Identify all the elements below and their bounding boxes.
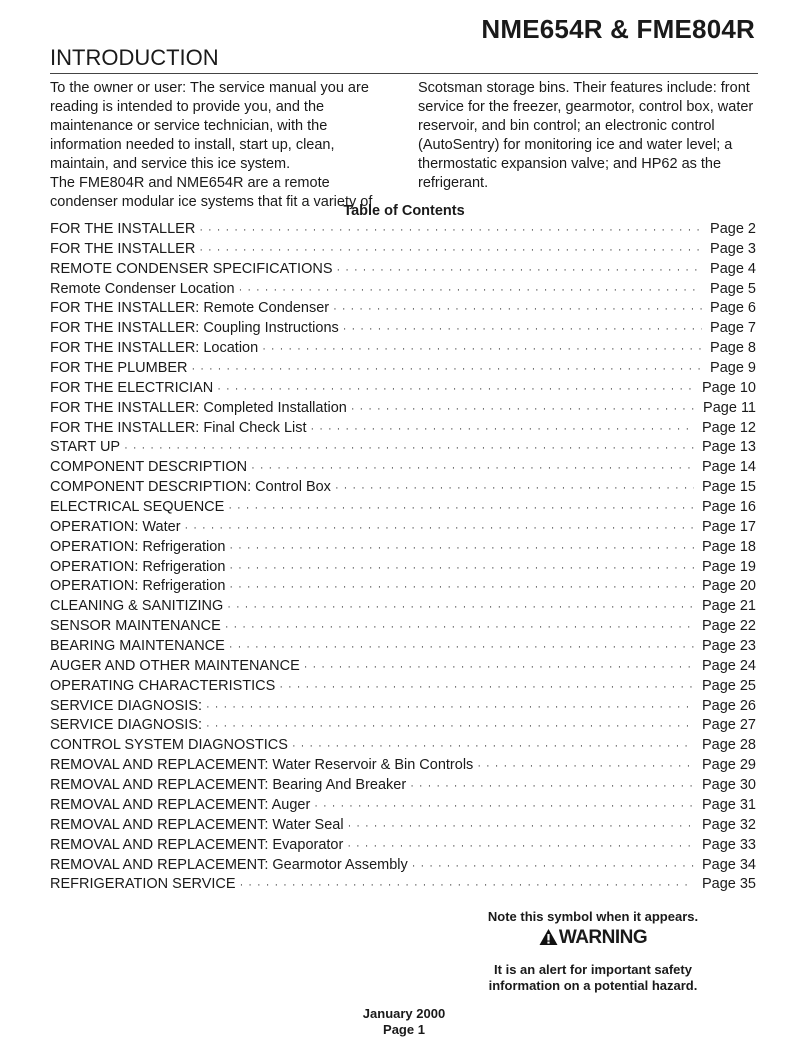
section-title: INTRODUCTION [50,45,219,70]
alert-line: information on a potential hazard. [488,978,698,993]
toc-dot-leader [262,343,702,355]
toc-entry-title [50,340,258,356]
toc-dot-leader [304,661,694,673]
toc-dot-leader [228,502,694,514]
toc-dot-leader [206,701,694,713]
toc-entry [50,737,756,757]
toc-entry-main: AUGER AND OTHER MAINTENANCE [50,657,300,674]
toc-entry-page: Page 19 [701,558,756,575]
title-divider [50,73,758,74]
toc-dot-leader [240,879,694,891]
toc-entry-title [50,459,247,475]
model-title: NME654R & FME804R [481,14,755,44]
toc-entry [50,757,756,777]
toc-entry-page: Page 10 [701,379,756,396]
toc-entry [50,360,756,380]
toc-entry-title [50,757,473,773]
toc-entry [50,479,756,499]
toc-dot-leader [192,363,703,375]
toc-entry [50,638,756,658]
toc-entry-page: Page 13 [701,439,756,456]
toc-entry [50,300,756,320]
toc-entry-title [50,479,331,495]
toc-entry-sub: Refrigeration [138,558,226,575]
toc-entry-main: REFRIGERATION SERVICE [50,876,236,893]
toc-entry [50,876,756,896]
intro-left-column [50,79,395,212]
symbol-note: Note this symbol when it appears. [487,909,699,924]
toc-entry [50,578,756,598]
toc-entry [50,439,756,459]
toc-entry-page: Page 18 [701,538,756,555]
toc-entry-title [50,598,223,614]
toc-entry [50,459,756,479]
toc-entry-sub: Bearing And Breaker [268,777,407,794]
toc-entry [50,777,756,797]
intro-paragraph: The FME804R and NME654R are a remote condenser modular ice systems that fit a variety of [50,175,373,210]
toc-entry-page: Page 8 [710,340,756,357]
table-of-contents [50,221,756,896]
toc-entry-sub: Remote Condenser Location [50,280,235,297]
toc-entry-title [50,737,288,753]
toc-entry-title [50,420,307,436]
toc-entry-main: OPERATING CHARACTERISTICS [50,677,276,694]
toc-entry-title [50,857,408,873]
toc-dot-leader [229,581,694,593]
toc-entry-page: Page 29 [701,757,756,774]
toc-dot-leader [229,562,694,574]
toc-entry-title [50,678,275,694]
toc-entry [50,261,756,281]
toc-entry-page: Page 9 [710,360,756,377]
toc-entry-page: Page 23 [701,638,756,655]
toc-entry [50,539,756,559]
toc-dot-leader [199,224,702,236]
toc-entry-title [50,876,236,892]
toc-entry-title [50,698,202,714]
toc-entry-main: REMOVAL AND REPLACEMENT: [50,816,269,833]
toc-entry-title [50,777,406,793]
toc-entry-main: FOR THE ELECTRICIAN [50,379,214,396]
toc-entry-sub: Water [138,518,181,535]
toc-dot-leader [206,720,694,732]
toc-entry-main: OPERATION: [50,518,139,535]
toc-entry-main: REMOVAL AND REPLACEMENT: [50,777,269,794]
toc-dot-leader [477,760,694,772]
toc-entry [50,618,756,638]
toc-entry-sub: Control Box [251,479,331,496]
toc-entry [50,320,756,340]
toc-entry-main: ELECTRICAL SEQUENCE [50,499,225,516]
footer-page-number: Page 1 [383,1022,425,1037]
toc-entry-title [50,578,225,594]
toc-entry-page: Page 3 [710,240,756,257]
toc-entry [50,519,756,539]
toc-entry-title [50,817,344,833]
toc-entry-sub: Remote Condenser [199,300,330,317]
toc-entry-main: REMOVAL AND REPLACEMENT: [50,836,269,853]
toc-entry-page: Page 17 [701,518,756,535]
toc-entry-title [50,439,120,455]
toc-entry-title [50,320,339,336]
toc-entry-main: OPERATION: [50,578,139,595]
toc-entry [50,241,756,261]
toc-entry-title [50,539,225,555]
toc-heading: Table of Contents [343,203,465,219]
toc-dot-leader [239,284,702,296]
toc-entry-page: Page 6 [710,300,756,317]
toc-entry-page: Page 33 [701,836,756,853]
toc-dot-leader [279,681,694,693]
toc-entry-page: Page 12 [701,419,756,436]
toc-entry-title [50,837,343,853]
toc-entry [50,499,756,519]
toc-dot-leader [251,462,694,474]
toc-dot-leader [199,244,702,256]
toc-entry-sub: Auger [268,796,311,813]
toc-dot-leader [314,800,694,812]
toc-entry-main: CONTROL SYSTEM DIAGNOSTICS [50,737,288,754]
toc-entry-main: BEARING MAINTENANCE [50,638,225,655]
toc-entry-main: REMOVAL AND REPLACEMENT: [50,796,269,813]
toc-entry-title [50,499,224,515]
toc-entry-sub: Location [199,340,259,357]
toc-entry [50,857,756,877]
toc-entry-main: FOR THE INSTALLER: [50,320,200,337]
toc-entry [50,797,756,817]
toc-dot-leader [337,264,703,276]
alert-line: It is an alert for important safety [494,962,692,977]
toc-entry-main: FOR THE INSTALLER: [50,419,200,436]
toc-dot-leader [412,860,694,872]
alert-text [470,962,716,994]
toc-entry-page: Page 34 [701,856,756,873]
toc-entry-title [50,261,333,277]
toc-entry-page: Page 24 [701,657,756,674]
toc-entry-main: FOR THE INSTALLER: [50,340,200,357]
toc-entry-main: SENSOR MAINTENANCE [50,618,221,635]
page-footer [0,1006,808,1038]
toc-entry-title [50,400,347,416]
toc-entry-main: OPERATION: [50,558,139,575]
toc-entry-main: REMOTE CONDENSER SPECIFICATIONS [50,260,333,277]
toc-entry-sub: Water Seal [268,816,344,833]
toc-entry [50,837,756,857]
toc-dot-leader [225,621,694,633]
toc-entry-title [50,638,225,654]
toc-dot-leader [343,323,702,335]
toc-entry [50,698,756,718]
toc-entry-page: Page 26 [701,697,756,714]
toc-dot-leader [229,641,694,653]
toc-entry-sub: Completed Installation [199,399,347,416]
toc-entry-main: SERVICE DIAGNOSIS: [50,717,203,734]
toc-entry-title [50,658,300,674]
toc-entry-title [50,519,181,535]
toc-entry-title [50,300,329,316]
toc-entry-main: COMPONENT DESCRIPTION [50,459,248,476]
toc-entry-page: Page 2 [710,221,756,237]
toc-dot-leader [185,522,694,534]
toc-entry-sub: Gearmotor Assembly [268,856,408,873]
toc-entry-sub: Coupling Instructions [199,320,339,337]
toc-entry-page: Page 35 [701,876,756,893]
toc-entry-page: Page 32 [701,816,756,833]
intro-right-column [418,79,763,193]
toc-dot-leader [311,423,694,435]
intro-paragraph: Scotsman storage bins. Their features include: front service for the freezer, gearmotor, control box, water reservoir, and bin control; an electronic control (AutoSentry) for monitoring ice and water level; a thermostatic expansion valve; and HP62 as the refrigerant. [418,80,754,191]
toc-entry [50,817,756,837]
toc-entry-page: Page 31 [701,796,756,813]
toc-dot-leader [292,740,694,752]
toc-entry [50,380,756,400]
toc-entry-page: Page 30 [701,777,756,794]
toc-entry-sub: Final Check List [199,419,307,436]
toc-entry [50,400,756,420]
toc-entry-title [50,221,195,237]
toc-entry [50,559,756,579]
toc-entry-title [50,281,235,297]
toc-entry-main: FOR THE INSTALLER [50,240,196,257]
toc-entry-page: Page 25 [701,677,756,694]
toc-entry-page: Page 21 [701,598,756,615]
toc-entry [50,678,756,698]
toc-entry-page: Page 15 [701,479,756,496]
toc-entry-main: FOR THE INSTALLER: [50,399,200,416]
toc-entry-sub: Evaporator [268,836,344,853]
toc-dot-leader [124,442,694,454]
toc-entry-main: OPERATION: [50,538,139,555]
toc-entry-sub: Water Reservoir & Bin Controls [268,757,474,774]
toc-entry-title [50,618,221,634]
toc-dot-leader [227,601,694,613]
toc-dot-leader [347,840,694,852]
warning-label: WARNING [558,927,648,948]
toc-entry-main: FOR THE PLUMBER [50,360,188,377]
toc-entry-page: Page 4 [710,260,756,277]
toc-dot-leader [410,780,694,792]
toc-entry-title [50,797,310,813]
toc-entry-title [50,241,195,257]
toc-entry-main: REMOVAL AND REPLACEMENT: [50,856,269,873]
toc-entry-page: Page 20 [701,578,756,595]
toc-dot-leader [335,482,694,494]
toc-entry-page: Page 22 [701,618,756,635]
toc-entry-page: Page 7 [710,320,756,337]
toc-entry-main: FOR THE INSTALLER [50,221,196,237]
intro-paragraph: To the owner or user: The service manual you are reading is intended to provide you, and the maintenance or service technician, with the information needed to install, start up, clean, maintain, and service this ice system. [50,80,369,172]
toc-entry [50,221,756,241]
toc-entry-page: Page 27 [701,717,756,734]
toc-entry [50,717,756,737]
warning-triangle-icon [539,928,558,946]
toc-entry [50,340,756,360]
toc-entry-sub: Refrigeration [138,538,226,555]
toc-entry-main: CLEANING & SANITIZING [50,598,224,615]
toc-entry-main: COMPONENT DESCRIPTION: [50,479,252,496]
footer-date: January 2000 [362,1006,446,1021]
toc-entry [50,598,756,618]
toc-entry-main: FOR THE INSTALLER: [50,300,200,317]
toc-entry-page: Page 14 [701,459,756,476]
toc-dot-leader [229,542,694,554]
toc-entry-main: SERVICE DIAGNOSIS: [50,697,203,714]
toc-entry-page: Page 28 [701,737,756,754]
toc-dot-leader [351,403,695,415]
toc-entry [50,658,756,678]
toc-entry-title [50,360,188,376]
warning-symbol [470,927,716,949]
toc-entry-title [50,559,225,575]
toc-entry-main: START UP [50,439,121,456]
toc-entry-main: REMOVAL AND REPLACEMENT: [50,757,269,774]
toc-entry-page: Page 5 [710,280,756,297]
toc-entry-title [50,380,213,396]
toc-entry-title [50,717,202,733]
toc-entry-sub: Refrigeration [138,578,226,595]
toc-entry [50,420,756,440]
toc-entry [50,281,756,301]
toc-dot-leader [217,383,694,395]
toc-entry-page: Page 11 [703,399,756,416]
toc-dot-leader [333,303,702,315]
toc-dot-leader [348,820,694,832]
toc-entry-page: Page 16 [701,499,756,516]
